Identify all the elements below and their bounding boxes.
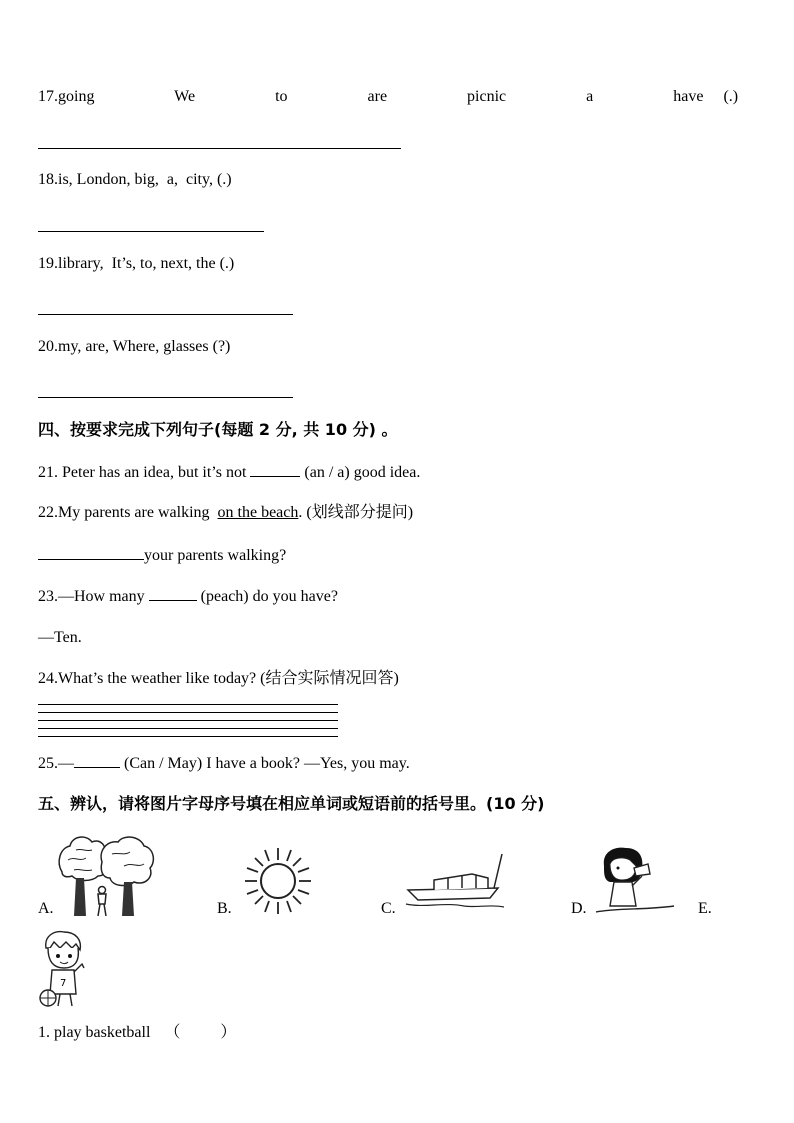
question-17: 17.going We to are picnic a have (.) (38, 88, 739, 105)
section-4-title: 四、按要求完成下列句子(每题 2 分, 共 10 分) 。 (38, 420, 398, 439)
blank-23[interactable] (149, 586, 197, 601)
boat-icon (404, 852, 508, 914)
svg-text:7: 7 (60, 978, 67, 989)
writing-line-2[interactable] (38, 712, 338, 713)
question-19: 19.library, It’s, to, next, the (.) (38, 255, 235, 272)
writing-line-4[interactable] (38, 728, 338, 729)
section-5-title: 五、辨认，请将图片字母序号填在相应单词或短语前的括号里。(10 分) (38, 794, 545, 813)
question-25: 25.— (Can / May) I have a book? —Yes, you may. (38, 755, 410, 772)
question-18: 18.is, London, big, a, city, (.) (38, 171, 232, 188)
label-c: C. (381, 900, 396, 917)
writing-line-1[interactable] (38, 704, 338, 705)
sun-icon (243, 846, 313, 916)
question-22: 22.My parents are walking on the beach. (划线部分提问) (38, 504, 414, 521)
underlined-phrase: on the beach (217, 504, 299, 521)
trees-icon (54, 832, 158, 916)
blank-22[interactable] (38, 545, 144, 560)
label-b: B. (217, 900, 232, 917)
answer-bracket-1[interactable]: （ ） (164, 1024, 237, 1041)
label-e: E. (698, 900, 712, 917)
label-a: A. (38, 900, 54, 917)
answer-line-20[interactable] (38, 397, 293, 398)
blank-25[interactable] (74, 753, 120, 768)
answer-line-19[interactable] (38, 314, 293, 315)
writing-line-5[interactable] (38, 736, 338, 737)
question-24: 24.What’s the weather like today? (结合实际情况回答) (38, 670, 399, 687)
question-20: 20.my, are, Where, glasses (?) (38, 338, 231, 355)
question-23: 23.—How many (peach) do you have? (38, 588, 338, 605)
item-1: 1. play basketball （ ） (38, 1024, 237, 1041)
girl-shouting-icon (596, 846, 676, 916)
question-23-reply: —Ten. (38, 629, 82, 646)
answer-line-18[interactable] (38, 231, 264, 232)
blank-21[interactable] (250, 462, 300, 477)
question-22-answer: your parents walking? (38, 545, 286, 566)
question-21: 21. Peter has an idea, but it’s not (an / a) good idea. (38, 464, 421, 481)
writing-line-3[interactable] (38, 720, 338, 721)
label-d: D. (571, 900, 587, 917)
boy-basketball-icon (38, 930, 90, 1008)
answer-line-17[interactable] (38, 148, 401, 149)
